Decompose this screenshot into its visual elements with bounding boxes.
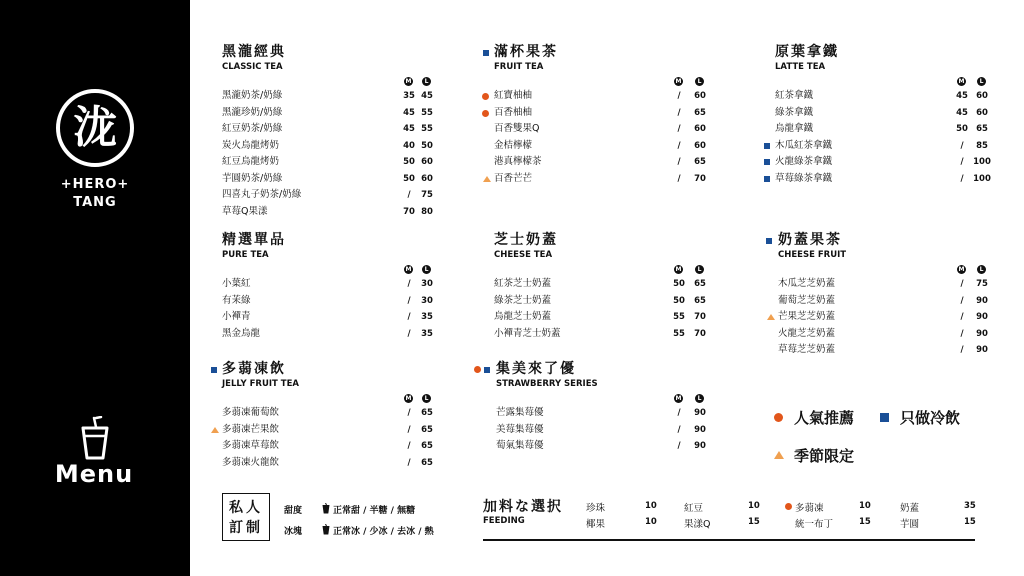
price-large: 80: [421, 206, 433, 217]
section-title: 精選單品: [222, 232, 286, 248]
section-title: 芝士奶蓋: [494, 232, 558, 248]
menu-item: [222, 204, 452, 221]
cup-icon: [80, 416, 110, 460]
section-subtitle: STRAWBERRY SERIES: [496, 379, 598, 389]
item-name: 有茉綠: [222, 294, 251, 306]
price-medium: /: [677, 107, 681, 118]
price-large: 35: [421, 312, 433, 322]
size-header: [222, 76, 452, 88]
menu-item: [496, 438, 726, 455]
price-medium: /: [407, 408, 411, 418]
price-medium: /: [960, 295, 964, 306]
menu-item: [222, 293, 452, 310]
legend-popular-dot: [774, 413, 783, 422]
item-name: 小襌青芝士奶蓋: [494, 327, 561, 339]
cold-only-marker: [766, 238, 772, 244]
menu-item: [496, 422, 726, 439]
price-large: 65: [694, 157, 706, 167]
item-name: 葡萄芝芝奶蓋: [778, 294, 836, 306]
price-large: 70: [694, 173, 706, 184]
item-list: [778, 276, 1008, 359]
popular-marker: [785, 503, 792, 510]
item-name: 紅寶柚柚: [494, 90, 533, 101]
size-l-badge: L: [977, 77, 986, 86]
section-subtitle: PURE TEA: [222, 250, 269, 260]
price-large: 75: [421, 190, 433, 200]
item-name: 烏龍拿鐵: [775, 123, 814, 134]
menu-item: [778, 293, 1008, 310]
menu-item: [494, 138, 724, 155]
section-title: 原葉拿鐵: [775, 44, 839, 60]
legend-seasonal-triangle: [774, 451, 784, 459]
price-medium: 45: [956, 91, 968, 101]
menu-item: [775, 105, 1005, 122]
ice-values: 正常冰 / 少冰 / 去冰 / 熱: [333, 527, 434, 537]
brand-sidebar: [0, 0, 190, 576]
item-name: 草莓芝芝奶蓋: [778, 344, 836, 355]
menu-item: [778, 276, 1008, 293]
item-list: [496, 405, 726, 455]
feeding-item-name: 椰果: [586, 519, 606, 530]
price-medium: /: [407, 295, 411, 306]
section-subtitle: FRUIT TEA: [494, 62, 544, 72]
item-name: 草莓Q果漾: [222, 205, 268, 217]
price-large: 90: [976, 345, 988, 355]
price-medium: /: [960, 312, 964, 322]
cup-small-icon: [322, 524, 330, 535]
size-m-badge: M: [675, 395, 682, 402]
popular-marker: [482, 110, 489, 117]
item-name: 綠茶拿鐵: [775, 106, 814, 118]
price-large: 90: [976, 295, 988, 306]
item-name: 百香柚柚: [494, 106, 533, 118]
size-header: [494, 76, 724, 88]
feeding-item-name: 珍珠: [586, 503, 606, 514]
price-medium: /: [960, 140, 964, 151]
size-m-badge: M: [675, 78, 682, 85]
feeding-item-price: 10: [748, 501, 760, 511]
section-subtitle: CHEESE TEA: [494, 250, 553, 260]
cold-only-marker: [764, 143, 770, 149]
section-title: 黑瀧經典: [222, 44, 286, 60]
price-large: 55: [421, 124, 433, 134]
menu-item: [222, 187, 452, 204]
feeding-item-price: 35: [964, 501, 976, 511]
size-header: [222, 264, 452, 276]
item-name: 萄氣集莓優: [496, 440, 544, 451]
price-large: 30: [421, 279, 433, 289]
price-medium: 35: [403, 91, 415, 101]
size-m-badge: M: [675, 266, 682, 273]
size-m-badge: M: [405, 78, 412, 85]
menu-item: [222, 309, 452, 326]
item-name: 百香芒芒: [494, 172, 533, 184]
size-l-badge: L: [422, 265, 431, 274]
item-name: 芋圓奶茶/奶綠: [222, 172, 283, 184]
feeding-item-name: 芋圓: [900, 519, 920, 530]
cold-only-marker: [764, 176, 770, 182]
menu-item: [778, 326, 1008, 343]
price-medium: 45: [403, 107, 415, 118]
seasonal-marker: [211, 427, 219, 433]
price-medium: /: [960, 173, 964, 184]
size-header: [496, 393, 726, 405]
item-name: 芒露集莓優: [496, 407, 544, 418]
price-medium: /: [407, 279, 411, 289]
menu-item: [222, 154, 452, 171]
price-medium: /: [407, 424, 411, 435]
feeding-item-name: 果漾Q: [684, 519, 711, 530]
section-cheese-fruit: [778, 232, 1008, 359]
size-m-badge: M: [405, 266, 412, 273]
menu-item: [494, 171, 724, 188]
menu-item: [494, 309, 724, 326]
size-header: [494, 264, 724, 276]
item-list: [222, 88, 452, 220]
menu-item: [222, 422, 452, 439]
price-medium: /: [960, 279, 964, 289]
price-medium: /: [677, 124, 681, 134]
sweetness-label: 甜度: [284, 506, 303, 516]
item-name: 小襌青: [222, 311, 251, 322]
price-large: 30: [421, 295, 433, 306]
feeding-title: 加料な選択: [483, 499, 563, 515]
menu-item: [494, 276, 724, 293]
popular-marker: [482, 93, 489, 100]
price-large: 60: [694, 140, 706, 151]
price-large: 65: [421, 457, 433, 468]
price-large: 60: [421, 157, 433, 167]
menu-label: Menu: [54, 460, 134, 488]
item-name: 紅茶芝士奶蓋: [494, 278, 552, 289]
item-name: 多蒻凍葡萄飲: [222, 407, 280, 418]
price-medium: /: [677, 408, 681, 418]
menu-item: [222, 88, 452, 105]
section-jelly-fruit-tea: [222, 361, 452, 471]
price-medium: /: [960, 328, 964, 339]
cup-small-icon: [322, 503, 330, 514]
feeding-item-name: 統一布丁: [795, 519, 834, 530]
item-name: 炭火烏龍烤奶: [222, 139, 280, 151]
price-medium: 55: [673, 328, 685, 339]
custom-title-line2: 訂制: [229, 520, 263, 536]
menu-item: [222, 405, 452, 422]
ice-label: 冰塊: [284, 527, 303, 537]
item-name: 黑金烏龍: [222, 327, 261, 339]
menu-item: [494, 88, 724, 105]
section-title: 多蒻凍飲: [222, 361, 286, 377]
price-large: 60: [694, 91, 706, 101]
price-medium: /: [407, 328, 411, 339]
menu-item: [494, 293, 724, 310]
cold-only-marker: [211, 367, 217, 373]
item-list: [494, 276, 724, 342]
feeding-divider: [483, 539, 975, 541]
item-name: 紅豆烏龍烤奶: [222, 156, 280, 167]
feeding-item-price: 15: [859, 517, 871, 527]
price-large: 65: [976, 124, 988, 134]
price-medium: /: [677, 140, 681, 151]
size-header: [778, 264, 1008, 276]
size-header: [775, 76, 1005, 88]
item-name: 金桔檸檬: [494, 139, 533, 151]
item-name: 百香雙果Q: [494, 123, 540, 134]
price-large: 100: [973, 173, 991, 184]
size-l-badge: L: [977, 265, 986, 274]
price-large: 60: [976, 107, 988, 118]
section-title: 奶蓋果茶: [778, 232, 842, 248]
price-medium: 40: [403, 140, 415, 151]
item-name: 多蒻凍火龍飲: [222, 456, 280, 468]
price-medium: /: [407, 190, 411, 200]
menu-item: [222, 105, 452, 122]
price-medium: /: [960, 157, 964, 167]
menu-item: [222, 121, 452, 138]
price-large: 60: [694, 124, 706, 134]
price-medium: /: [407, 441, 411, 451]
popular-marker: [474, 366, 481, 373]
price-medium: 50: [403, 157, 415, 167]
price-large: 65: [421, 408, 433, 418]
item-name: 多蒻凍草莓飲: [222, 440, 280, 451]
price-large: 45: [421, 91, 433, 101]
price-large: 70: [694, 328, 706, 339]
price-medium: /: [677, 157, 681, 167]
menu-item: [775, 154, 1005, 171]
price-medium: 50: [403, 173, 415, 184]
price-large: 70: [694, 312, 706, 322]
menu-item: [494, 121, 724, 138]
menu-item: [222, 276, 452, 293]
price-medium: /: [677, 441, 681, 451]
item-name: 烏龍芝士奶蓋: [494, 311, 552, 322]
item-name: 港真檸檬茶: [494, 156, 542, 167]
item-name: 火龍綠茶拿鐵: [775, 156, 833, 167]
legend-cold-square: [880, 413, 889, 422]
price-large: 90: [694, 424, 706, 435]
item-name: 芒果芝芝奶蓋: [778, 311, 836, 322]
price-medium: /: [407, 457, 411, 468]
custom-title-line1: 私人: [229, 500, 263, 516]
feeding-item-price: 15: [964, 517, 976, 527]
menu-item: [775, 121, 1005, 138]
brand-name-line1: +HERO+: [60, 177, 130, 192]
menu-item: [775, 171, 1005, 188]
price-medium: 50: [673, 295, 685, 306]
item-name: 火龍芝芝奶蓋: [778, 327, 836, 339]
price-large: 85: [976, 140, 988, 151]
menu-item: [494, 154, 724, 171]
section-title: 集美來了優: [496, 361, 576, 377]
menu-item: [778, 309, 1008, 326]
menu-item: [222, 455, 452, 472]
item-list: [494, 88, 724, 187]
sweetness-values: 正常甜 / 半糖 / 無糖: [333, 506, 416, 516]
seasonal-marker: [767, 314, 775, 320]
feeding-item-price: 15: [748, 517, 760, 527]
feeding-item-price: 10: [645, 501, 657, 511]
menu-item: [222, 438, 452, 455]
custom-order-box: [222, 493, 270, 541]
feeding-item-price: 10: [859, 501, 871, 511]
legend-cold-only: 只做冷飲: [900, 409, 961, 427]
item-name: 綠茶芝士奶蓋: [494, 294, 552, 306]
item-name: 美莓集莓優: [496, 423, 544, 435]
price-medium: /: [960, 345, 964, 355]
feeding-subtitle: FEEDING: [483, 516, 525, 526]
brand-logo: 泷: [56, 89, 134, 167]
size-m-badge: M: [405, 395, 412, 402]
size-l-badge: L: [422, 394, 431, 403]
feeding-item-price: 10: [645, 517, 657, 527]
item-name: 黑瀧珍奶/奶綠: [222, 106, 283, 118]
price-large: 65: [694, 107, 706, 118]
price-medium: /: [407, 312, 411, 322]
section-latte-tea: [775, 44, 1005, 187]
price-large: 55: [421, 107, 433, 118]
price-large: 65: [421, 424, 433, 435]
size-l-badge: L: [695, 394, 704, 403]
menu-item: [222, 326, 452, 343]
brand-name-line2: TANG: [73, 195, 117, 210]
size-l-badge: L: [695, 265, 704, 274]
item-name: 黑瀧奶茶/奶綠: [222, 90, 283, 101]
price-large: 65: [694, 279, 706, 289]
item-name: 小葉紅: [222, 278, 251, 289]
feeding-item-name: 多蒻凍: [795, 503, 824, 514]
price-medium: 50: [956, 124, 968, 134]
legend-seasonal: 季節限定: [794, 447, 855, 465]
section-strawberry-series: [496, 361, 726, 455]
cold-only-marker: [764, 159, 770, 165]
feeding-item-name: 奶蓋: [900, 503, 920, 514]
section-cheese-tea: [494, 232, 724, 342]
price-large: 100: [973, 157, 991, 167]
price-large: 75: [976, 279, 988, 289]
cold-only-marker: [484, 367, 490, 373]
price-medium: 45: [956, 107, 968, 118]
menu-item: [775, 88, 1005, 105]
menu-item: [494, 105, 724, 122]
menu-item: [222, 138, 452, 155]
menu-item: [222, 171, 452, 188]
menu-item: [496, 405, 726, 422]
section-title: 滿杯果茶: [494, 44, 558, 60]
price-medium: 55: [673, 312, 685, 322]
size-m-badge: M: [958, 78, 965, 85]
menu-item: [494, 326, 724, 343]
item-name: 木瓜芝芝奶蓋: [778, 278, 836, 289]
item-list: [775, 88, 1005, 187]
section-pure-tea: [222, 232, 452, 342]
price-large: 60: [976, 91, 988, 101]
item-list: [222, 276, 452, 342]
size-header: [222, 393, 452, 405]
size-l-badge: L: [422, 77, 431, 86]
price-large: 65: [694, 295, 706, 306]
cold-only-marker: [483, 50, 489, 56]
menu-item: [778, 342, 1008, 359]
price-large: 90: [976, 312, 988, 322]
price-large: 90: [694, 408, 706, 418]
price-large: 90: [976, 328, 988, 339]
size-l-badge: L: [695, 77, 704, 86]
price-medium: 50: [673, 279, 685, 289]
price-large: 65: [421, 441, 433, 451]
price-medium: /: [677, 424, 681, 435]
menu-item: [775, 138, 1005, 155]
item-name: 草莓綠茶拿鐵: [775, 172, 833, 184]
section-subtitle: CHEESE FRUIT: [778, 250, 847, 260]
item-name: 紅豆奶茶/奶綠: [222, 123, 283, 134]
legend-popular: 人氣推薦: [794, 409, 855, 427]
section-subtitle: LATTE TEA: [775, 62, 826, 72]
price-large: 50: [421, 140, 433, 151]
price-medium: /: [677, 173, 681, 184]
feeding-item-name: 紅豆: [684, 503, 704, 514]
price-medium: /: [677, 91, 681, 101]
price-large: 35: [421, 328, 433, 339]
section-fruit-tea: [494, 44, 724, 187]
item-name: 木瓜紅茶拿鐵: [775, 139, 833, 151]
item-list: [222, 405, 452, 471]
seasonal-marker: [483, 176, 491, 182]
size-m-badge: M: [958, 266, 965, 273]
price-medium: 70: [403, 206, 415, 217]
item-name: 紅茶拿鐵: [775, 90, 814, 101]
section-subtitle: JELLY FRUIT TEA: [222, 379, 299, 389]
item-name: 四喜丸子奶茶/奶綠: [222, 189, 302, 200]
price-medium: 45: [403, 124, 415, 134]
price-large: 60: [421, 173, 433, 184]
section-classic-tea: [222, 44, 452, 220]
price-large: 90: [694, 441, 706, 451]
item-name: 多蒻凍芒果飲: [222, 423, 280, 435]
section-subtitle: CLASSIC TEA: [222, 62, 283, 72]
